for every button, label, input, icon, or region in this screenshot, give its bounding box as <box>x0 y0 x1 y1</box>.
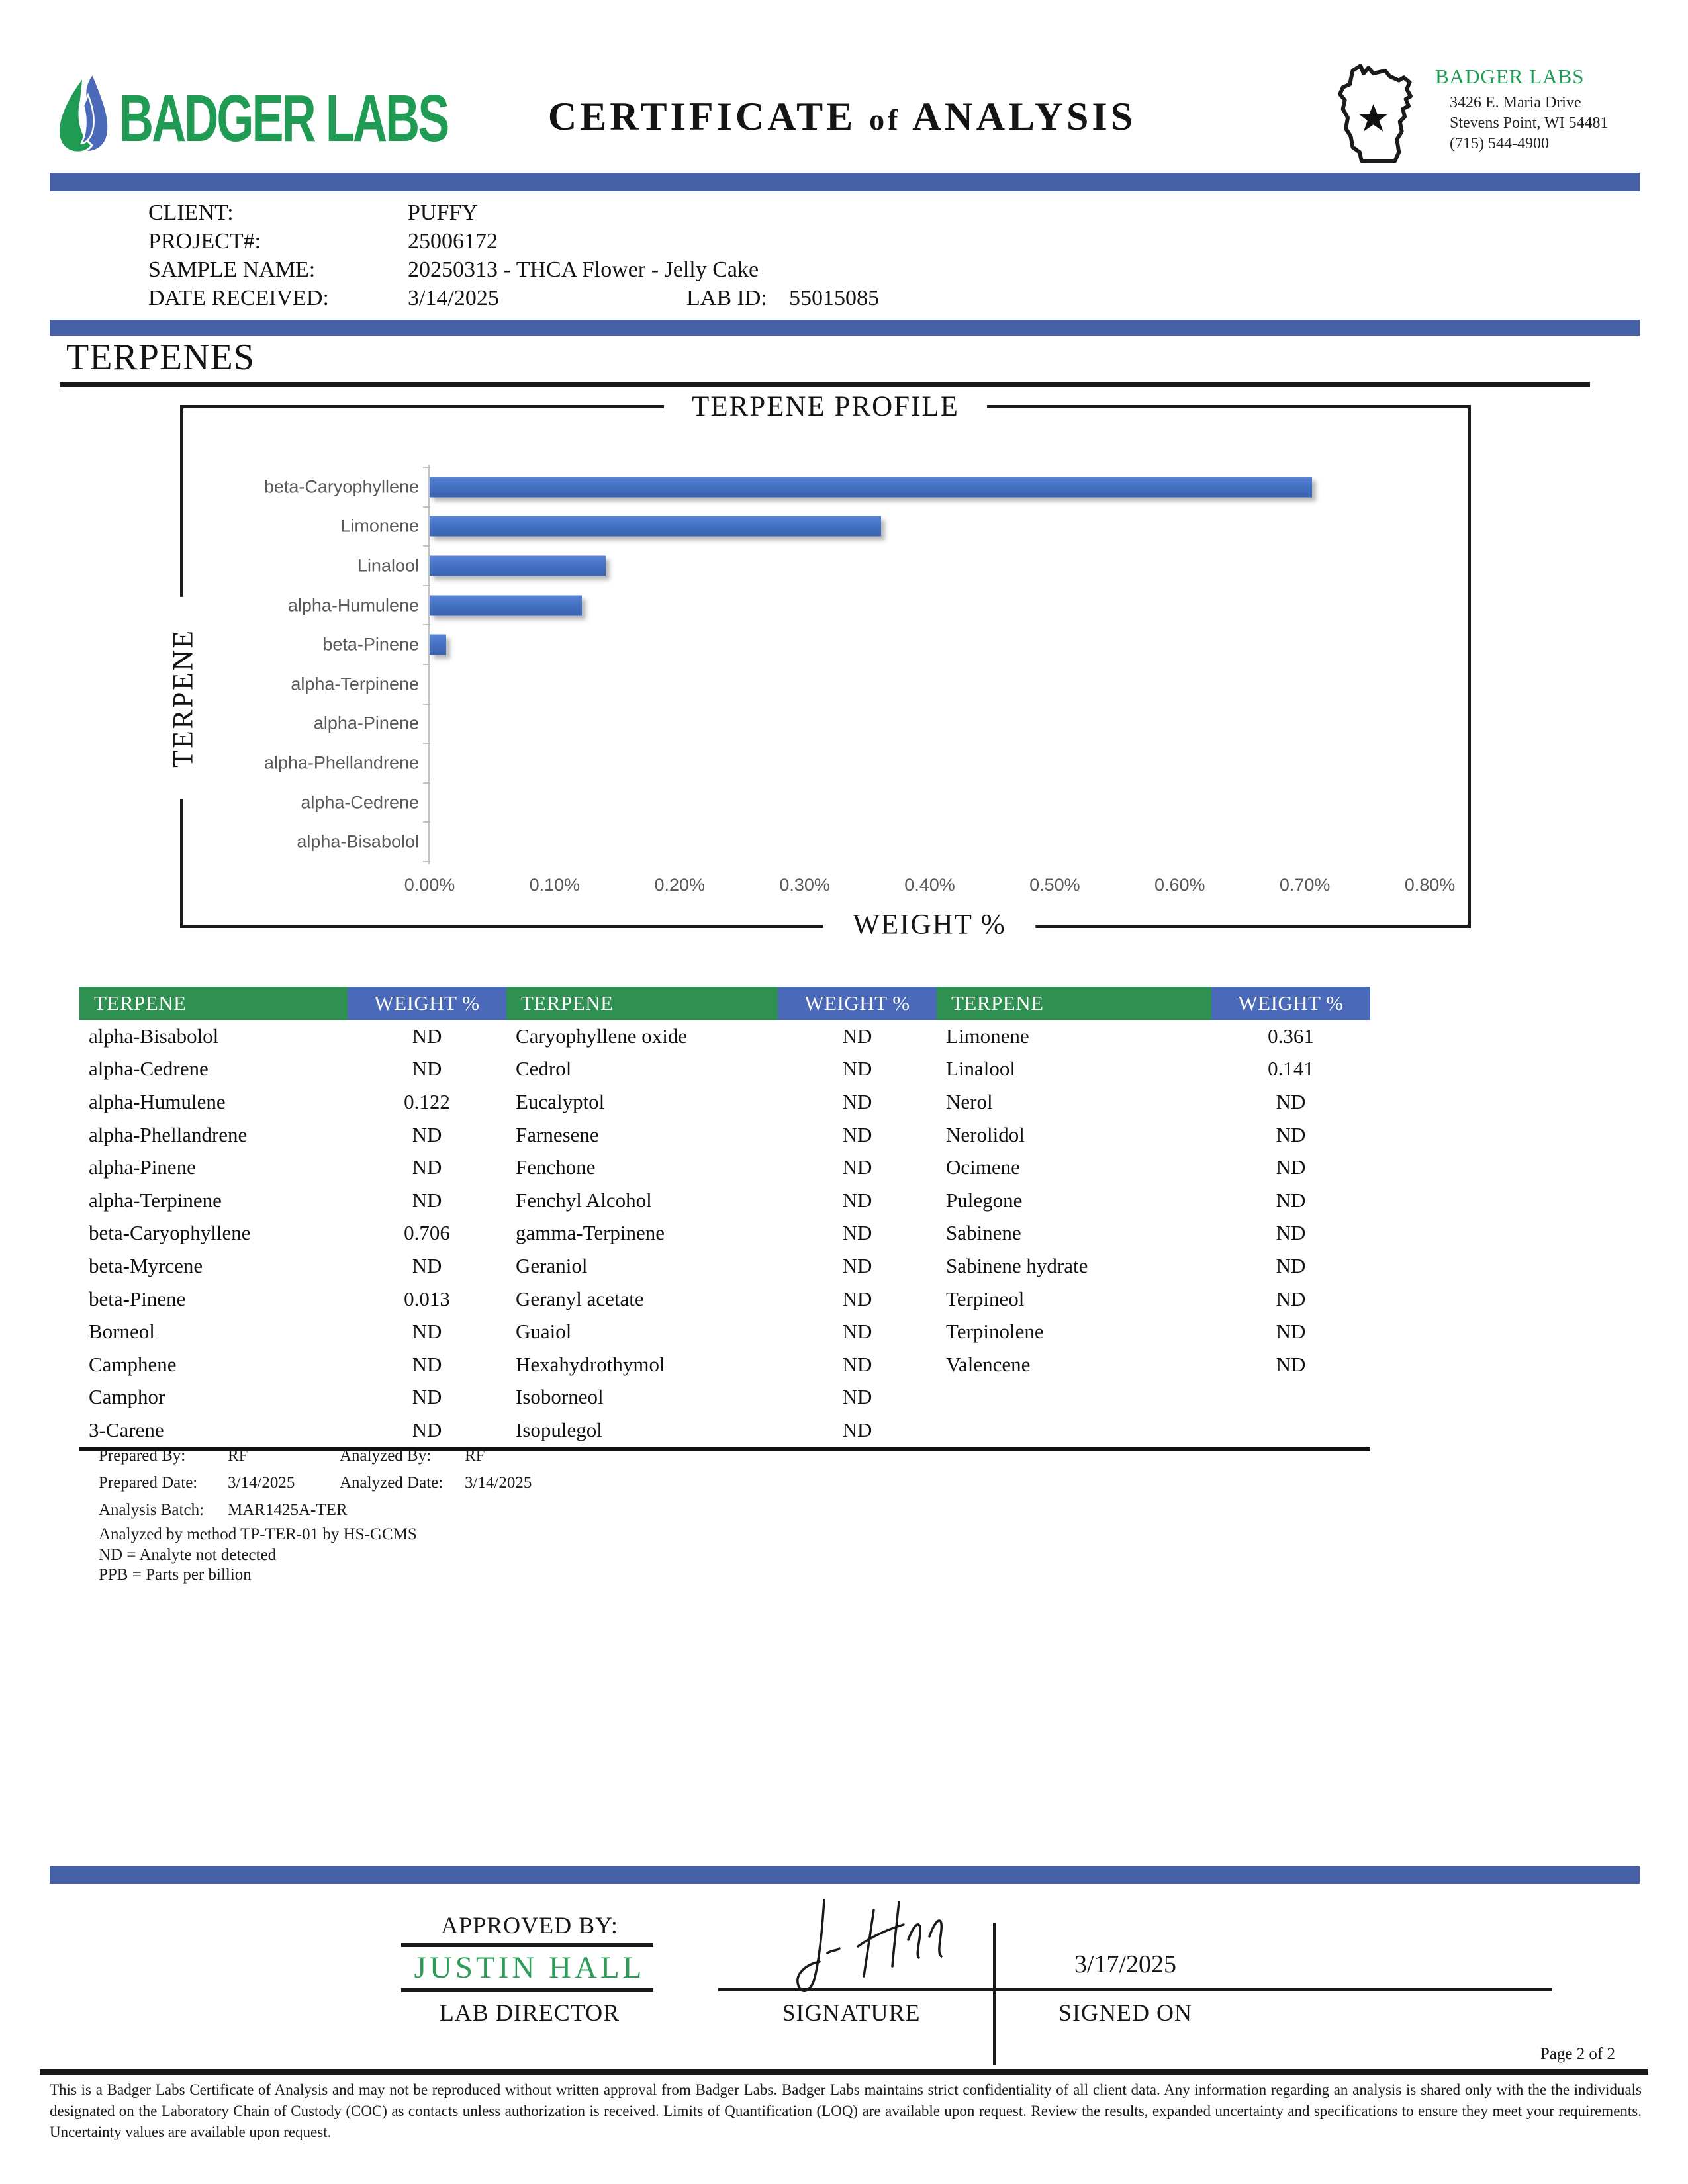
chart-tick-label: 0.20% <box>654 875 706 895</box>
chart-bar <box>430 595 582 615</box>
terpene-name-cell <box>937 1381 1211 1414</box>
weight-value-cell: ND <box>842 1320 872 1343</box>
table-row <box>79 1184 1370 1217</box>
terpene-name-cell: Ocimene <box>946 1156 1020 1179</box>
weight-value-cell: 0.706 <box>404 1221 450 1245</box>
chart-tick-mark <box>423 467 430 468</box>
chart-tick-label: 0.30% <box>779 875 830 895</box>
terpene-name-cell: Fenchone <box>516 1156 596 1179</box>
terpene-name-cell: Cedrol <box>516 1057 572 1081</box>
chart-row <box>297 822 1430 862</box>
terpene-name-cell: Camphene <box>89 1352 177 1376</box>
weight-value-cell: ND <box>412 1156 442 1179</box>
terpenes-section-heading: TERPENES <box>66 337 255 378</box>
weight-value-cell: 0.361 <box>1268 1024 1314 1048</box>
certificate-title-of: of <box>869 103 902 136</box>
sample-name-label: SAMPLE NAME: <box>148 257 316 282</box>
terpene-name-cell: Pulegone <box>946 1188 1023 1212</box>
terpene-name-cell: Isopulegol <box>516 1418 602 1441</box>
lab-address-line2: Stevens Point, WI 54481 <box>1450 114 1609 132</box>
sample-name-value: 20250313 - THCA Flower - Jelly Cake <box>408 257 759 282</box>
weight-value-cell: ND <box>412 1385 442 1409</box>
weight-value-cell: ND <box>842 1188 872 1212</box>
weight-value-cell: ND <box>842 1057 872 1081</box>
prepared-date-label: Prepared Date: <box>99 1474 198 1492</box>
chart-tick-mark <box>423 821 430 823</box>
signed-on-label: SIGNED ON <box>1058 1999 1192 2026</box>
chart-category-label: beta-Caryophyllene <box>263 477 419 497</box>
terpene-profile-chart <box>167 391 1471 940</box>
approver-rule-bottom <box>401 1988 653 1992</box>
chart-tick-mark <box>423 585 430 586</box>
chart-row <box>291 664 1430 704</box>
chart-category-label: Limonene <box>340 516 419 536</box>
terpene-results-table <box>79 987 1370 1451</box>
table-row <box>79 1381 1370 1414</box>
terpene-name-cell: Geranyl acetate <box>516 1287 644 1310</box>
approved-by-label: APPROVED BY: <box>441 1912 618 1938</box>
weight-value-cell: 0.013 <box>404 1287 450 1310</box>
weight-value-cell: 0.141 <box>1268 1057 1314 1081</box>
chart-title: TERPENE PROFILE <box>664 390 987 423</box>
terpene-name-cell: Eucalyptol <box>516 1089 605 1113</box>
weight-value-cell: ND <box>842 1352 872 1376</box>
terpene-name-cell: Linalool <box>946 1057 1016 1081</box>
ppb-note: PPB = Parts per billion <box>99 1566 252 1584</box>
terpene-name-cell: Terpineol <box>946 1287 1025 1310</box>
table-row <box>79 1151 1370 1184</box>
terpene-name-cell: Isoborneol <box>516 1385 604 1409</box>
terpene-name-cell: Terpinolene <box>946 1320 1044 1343</box>
table-header-weight: WEIGHT % <box>778 987 937 1020</box>
table-row <box>79 1283 1370 1316</box>
weight-value-cell: ND <box>1276 1156 1306 1179</box>
weight-value-cell: ND <box>1276 1287 1306 1310</box>
weight-value-cell: ND <box>412 1122 442 1146</box>
lab-director-label: LAB DIRECTOR <box>439 1999 620 2026</box>
analyzed-by-label: Analyzed By: <box>340 1447 432 1465</box>
chart-category-label: beta-Pinene <box>322 634 419 655</box>
weight-value-cell: ND <box>412 1418 442 1441</box>
weight-value-cell: ND <box>412 1024 442 1048</box>
table-header-terpene: TERPENE <box>79 987 348 1020</box>
project-value: 25006172 <box>408 229 498 253</box>
terpene-name-cell: alpha-Bisabolol <box>89 1024 219 1048</box>
lab-address-line1: 3426 E. Maria Drive <box>1450 94 1581 111</box>
terpene-name-cell: alpha-Phellandrene <box>89 1122 248 1146</box>
weight-value-cell: ND <box>412 1320 442 1343</box>
terpene-name-cell: Nerol <box>946 1089 993 1113</box>
weight-value-cell: ND <box>1276 1221 1306 1245</box>
method-note: Analyzed by method TP-TER-01 by HS-GCMS <box>99 1525 417 1543</box>
chart-tick-label: 0.10% <box>529 875 581 895</box>
client-value: PUFFY <box>408 201 478 225</box>
chart-y-axis-label: TERPENE <box>167 597 200 799</box>
terpene-name-cell: alpha-Pinene <box>89 1156 196 1179</box>
chart-tick-mark <box>423 664 430 665</box>
table-row <box>79 1053 1370 1086</box>
terpene-name-cell: beta-Caryophyllene <box>89 1221 251 1245</box>
terpenes-underline <box>60 382 1590 387</box>
table-row <box>79 1414 1370 1449</box>
weight-value-cell: ND <box>842 1089 872 1113</box>
divider-band-bottom <box>50 1866 1640 1884</box>
signature-rule <box>718 1988 1552 1991</box>
certificate-title-word2: ANALYSIS <box>912 95 1137 138</box>
chart-tick-mark <box>423 743 430 744</box>
table-header-weight: WEIGHT % <box>348 987 506 1020</box>
chart-tick-label: 0.60% <box>1154 875 1205 895</box>
terpene-name-cell: Farnesene <box>516 1122 599 1146</box>
weight-value-cell: ND <box>842 1024 872 1048</box>
weight-value-cell: 0.122 <box>404 1089 450 1113</box>
chart-bar <box>430 555 606 576</box>
chart-bar <box>430 516 881 537</box>
page-number: Page 2 of 2 <box>1540 2045 1615 2063</box>
weight-value-cell: ND <box>842 1122 872 1146</box>
weight-value-cell <box>1211 1381 1370 1414</box>
signature-label: SIGNATURE <box>782 1999 921 2026</box>
chart-tick-mark <box>423 704 430 705</box>
chart-plot-area <box>263 467 1430 862</box>
certificate-title <box>548 94 1136 140</box>
chart-bar <box>430 635 446 655</box>
logo-wordmark: BADGER LABS <box>119 81 448 156</box>
terpene-name-cell: beta-Pinene <box>89 1287 186 1310</box>
lab-address-line3: (715) 544-4900 <box>1450 135 1549 152</box>
terpene-name-cell: Limonene <box>946 1024 1029 1048</box>
weight-value-cell: ND <box>1276 1188 1306 1212</box>
lab-id-label: LAB ID: <box>686 286 767 310</box>
table-header-terpene: TERPENE <box>506 987 778 1020</box>
weight-value-cell: ND <box>1276 1352 1306 1376</box>
terpene-name-cell: Borneol <box>89 1320 155 1343</box>
table-row <box>79 1118 1370 1152</box>
badger-labs-leaf-icon <box>52 71 111 156</box>
prepared-date-value: 3/14/2025 <box>228 1474 295 1492</box>
chart-category-label: alpha-Phellandrene <box>263 752 419 773</box>
weight-value-cell: ND <box>412 1352 442 1376</box>
certificate-title-word1: CERTIFICATE <box>547 95 857 138</box>
chart-tick-label: 0.50% <box>1029 875 1080 895</box>
chart-row <box>301 783 1430 823</box>
terpene-name-cell: gamma-Terpinene <box>516 1221 665 1245</box>
analysis-batch-value: MAR1425A-TER <box>228 1501 348 1519</box>
chart-row <box>357 546 1430 586</box>
terpene-name-cell: Geraniol <box>516 1253 588 1277</box>
chart-tick-mark <box>423 861 430 862</box>
terpene-name-cell: Hexahydrothymol <box>516 1352 665 1376</box>
prepared-by-label: Prepared By: <box>99 1447 186 1465</box>
terpene-name-cell: 3-Carene <box>89 1418 164 1441</box>
terpene-name-cell <box>937 1414 1211 1449</box>
terpene-name-cell: alpha-Cedrene <box>89 1057 209 1081</box>
chart-tick-mark <box>423 624 430 625</box>
analysis-batch-label: Analysis Batch: <box>99 1501 205 1519</box>
weight-value-cell: ND <box>842 1385 872 1409</box>
chart-row <box>340 507 1430 547</box>
chart-bar <box>430 477 1312 497</box>
date-received-value: 3/14/2025 <box>408 286 499 310</box>
chart-x-axis-label: WEIGHT % <box>823 909 1035 941</box>
table-row <box>79 1020 1370 1053</box>
chart-category-label: alpha-Pinene <box>313 713 419 733</box>
signature-image <box>761 1890 960 1996</box>
weight-value-cell: ND <box>1276 1089 1306 1113</box>
table-row <box>79 1315 1370 1348</box>
table-header-terpene: TERPENE <box>937 987 1211 1020</box>
date-received-label: DATE RECEIVED: <box>148 286 329 310</box>
analyzed-date-label: Analyzed Date: <box>340 1474 444 1492</box>
table-row <box>79 1348 1370 1381</box>
divider-band-top <box>50 173 1640 191</box>
terpene-name-cell: Valencene <box>946 1352 1031 1376</box>
terpene-name-cell: Camphor <box>89 1385 165 1409</box>
project-label: PROJECT#: <box>148 229 261 253</box>
prepared-by-value: RF <box>228 1447 248 1465</box>
chart-row <box>263 467 1430 507</box>
weight-value-cell: ND <box>412 1253 442 1277</box>
table-row <box>79 1250 1370 1283</box>
table-row <box>79 1217 1370 1250</box>
approver-name: JUSTIN HALL <box>414 1950 645 1985</box>
weight-value-cell: ND <box>1276 1122 1306 1146</box>
chart-tick-label: 0.40% <box>904 875 955 895</box>
chart-tick-mark <box>423 506 430 508</box>
weight-value-cell: ND <box>842 1287 872 1310</box>
terpene-name-cell: alpha-Terpinene <box>89 1188 222 1212</box>
analyzed-by-value: RF <box>465 1447 485 1465</box>
chart-row <box>263 743 1430 783</box>
analyzed-date-value: 3/14/2025 <box>465 1474 532 1492</box>
weight-value-cell: ND <box>842 1418 872 1441</box>
table-row <box>79 1085 1370 1118</box>
terpene-name-cell: Sabinene <box>946 1221 1021 1245</box>
lab-address <box>1450 93 1609 154</box>
weight-value-cell: ND <box>1276 1253 1306 1277</box>
approver-rule-top <box>401 1943 653 1947</box>
chart-tick-label: 0.70% <box>1279 875 1331 895</box>
terpene-name-cell: Caryophyllene oxide <box>516 1024 688 1048</box>
chart-category-label: alpha-Terpinene <box>291 674 419 694</box>
chart-x-axis-ticks <box>404 875 1456 897</box>
chart-category-label: alpha-Cedrene <box>301 792 419 813</box>
weight-value-cell: ND <box>842 1253 872 1277</box>
signed-date: 3/17/2025 <box>1074 1950 1177 1978</box>
chart-tick-mark <box>423 545 430 547</box>
chart-tick-label: 0.80% <box>1404 875 1456 895</box>
disclaimer-text: This is a Badger Labs Certificate of Analysis and may not be reproduced without written approval from Badger Labs. Badger Labs maintains strict confidentiality of all client data. Any information regarding an analysis is shared only with the the individuals designated on the Laboratory Chain of Custody (COC) as contacts unless authorization is received. Limits of Quantification (LOQ) are available upon request. Review the results, expanded uncertainty and specifications to ensure they meet your requirements. Uncertainty values are available upon request. <box>50 2081 1642 2140</box>
chart-category-label: alpha-Bisabolol <box>297 831 419 852</box>
table-header-weight: WEIGHT % <box>1211 987 1370 1020</box>
chart-tick-mark <box>423 782 430 784</box>
chart-category-label: Linalool <box>357 555 419 576</box>
nd-note: ND = Analyte not detected <box>99 1546 277 1564</box>
terpene-name-cell: Fenchyl Alcohol <box>516 1188 652 1212</box>
weight-value-cell: ND <box>412 1057 442 1081</box>
lab-name: BADGER LABS <box>1435 65 1585 88</box>
signature-divider <box>993 1923 996 2065</box>
wisconsin-map-icon <box>1327 55 1437 173</box>
chart-category-label: alpha-Humulene <box>287 595 419 615</box>
client-label: CLIENT: <box>148 201 234 225</box>
weight-value-cell <box>1211 1414 1370 1449</box>
weight-value-cell: ND <box>842 1221 872 1245</box>
chart-row <box>322 625 1430 664</box>
chart-row <box>287 586 1430 625</box>
terpene-name-cell: alpha-Humulene <box>89 1089 226 1113</box>
terpene-name-cell: Nerolidol <box>946 1122 1025 1146</box>
weight-value-cell: ND <box>412 1188 442 1212</box>
weight-value-cell: ND <box>1276 1320 1306 1343</box>
terpene-name-cell: beta-Myrcene <box>89 1253 203 1277</box>
weight-value-cell: ND <box>842 1156 872 1179</box>
lab-id-value: 55015085 <box>789 286 879 310</box>
divider-band-upper <box>50 320 1640 336</box>
terpene-name-cell: Guaiol <box>516 1320 572 1343</box>
terpene-name-cell: Sabinene hydrate <box>946 1253 1088 1277</box>
chart-row <box>313 704 1430 744</box>
footer-rule <box>40 2069 1648 2075</box>
chart-tick-label: 0.00% <box>404 875 455 895</box>
